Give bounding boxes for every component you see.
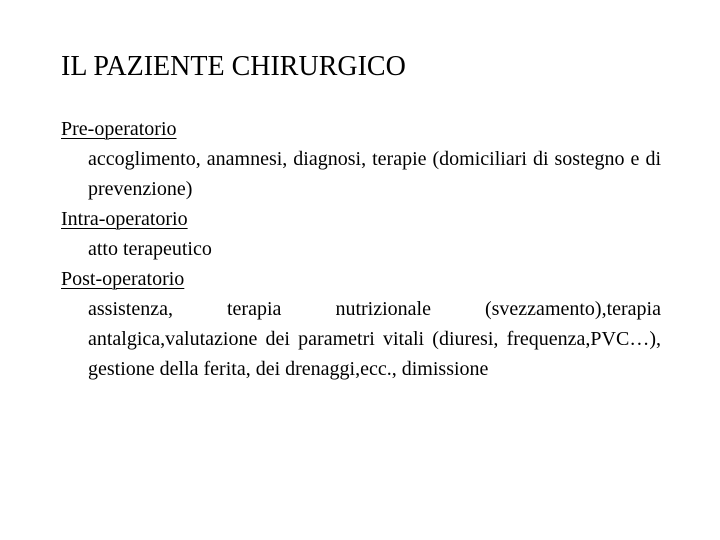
slide-content [61,114,661,384]
section-post-operatorio [61,264,661,384]
slide-title: IL PAZIENTE CHIRURGICO [61,51,406,82]
section-text-pre-operatorio: accoglimento, anamnesi, diagnosi, terapie (domiciliari di sostegno e di prevenzione) [88,148,661,200]
section-heading-pre-operatorio: Pre-operatorio [61,118,177,140]
section-heading-intra-operatorio: Intra-operatorio [61,208,188,230]
section-pre-operatorio [61,114,661,204]
section-text-intra-operatorio: atto terapeutico [88,238,212,260]
section-text-post-operatorio: assistenza, terapia nutrizionale (svezzamento),terapia antalgica,valutazione dei parametri vitali (diuresi, frequenza,PVC…), gestione della ferita, dei drenaggi,ecc., dimissione [88,298,661,380]
section-intra-operatorio [61,204,661,264]
section-heading-post-operatorio: Post-operatorio [61,268,185,290]
